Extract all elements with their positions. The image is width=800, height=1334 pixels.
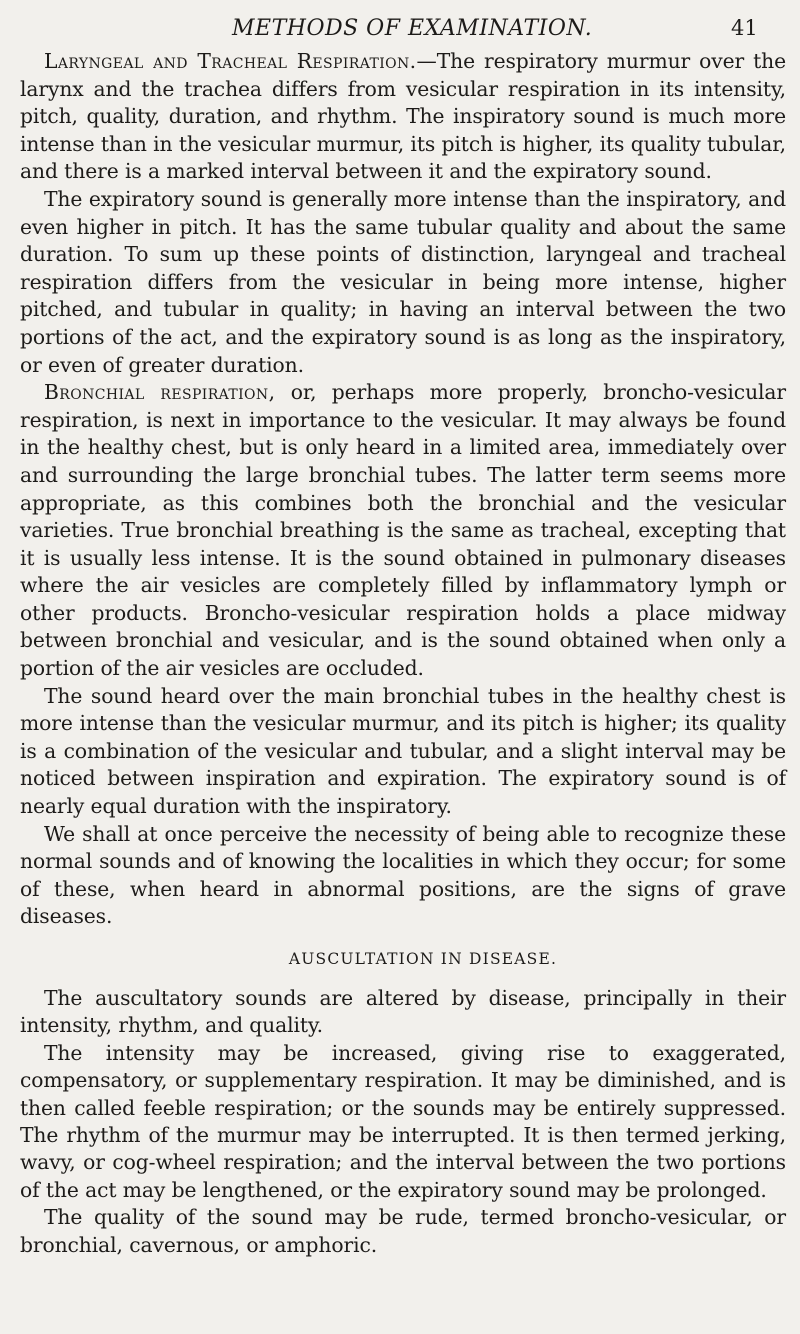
paragraph-expiratory-sound xyxy=(20,186,786,379)
paragraph-quality xyxy=(20,1204,786,1259)
section-heading: AUSCULTATION IN DISEASE. xyxy=(288,950,558,968)
paragraph-text: The auscultatory sounds are altered by disease, principally in their intensity, rhythm, and quality. xyxy=(20,986,786,1038)
paragraph-text: The expiratory sound is generally more intense than the inspiratory, and even higher in pitch. It has the same tubular quality and about the same duration. To sum up these points of distinction, laryngeal and tracheal respiration differs from the vesicular in being more intense, higher pitched, and tubular in quality; in having an interval between the two portions of the act, and the expiratory sound is as long as the inspiratory, or even of greater duration. xyxy=(20,186,786,377)
running-head xyxy=(0,12,800,46)
page-number: 41 xyxy=(731,16,758,40)
paragraph-altered-sounds xyxy=(20,985,786,1040)
paragraph-laryngeal-tracheal xyxy=(20,48,786,186)
paragraph-lead: Laryngeal and Tracheal Respiration. xyxy=(44,49,417,73)
paragraph-lead: Bronchial respiration, xyxy=(44,380,276,405)
paragraph-main-bronchial-sound xyxy=(20,683,786,821)
paragraph-text: We shall at once perceive the necessity of being able to recognize these normal sounds and of knowing the localities in which they occur; for some of these, when heard in abnormal positions, are the signs of grave diseases. xyxy=(20,821,786,929)
paragraph-recognize-normal-sounds xyxy=(20,821,786,931)
body-text xyxy=(20,48,786,1259)
paragraph-text: The sound heard over the main bronchial tubes in the healthy chest is more intense than the vesicular murmur, and its pitch is higher; its quality is a combination of the vesicular and tubular, and a slight interval may be noticed between inspiration and expiration. The expiratory sound is of nearly equal duration with the inspiratory. xyxy=(20,683,786,819)
running-title: METHODS OF EXAMINATION. xyxy=(232,16,593,41)
paragraph-bronchial-respiration xyxy=(20,379,786,683)
paragraph-text: or, perhaps more properly, broncho-vesicular respiration, is next in importance to the vesicular. It may always be found in the healthy chest, but is only heard in a limited area, immediately over and surrounding the large bronchial tubes. The latter term seems more appropriate, as this combines both the bronchial and the vesicular varieties. True bronchial breathing is the same as tracheal, excepting that it is usually less intense. It is the sound obtained in pulmonary diseases where the air vesicles are completely filled by inflammatory lymph or other products. Broncho-vesicular respiration holds a place midway between bronchial and vesicular, and is the sound obtained when only a portion of the air vesicles are occluded. xyxy=(20,380,787,681)
section-body xyxy=(20,985,786,1259)
paragraph-text: —The respiratory murmur over the larynx and the trachea differs from vesicular respiration in its intensity, pitch, quality, duration, and rhythm. The inspiratory sound is much more intense than in the vesicular murmur, its pitch is higher, its quality tubular, and there is a marked interval between it and the expiratory sound. xyxy=(20,49,787,184)
paragraph-text: The intensity may be increased, giving rise to exaggerated, compensatory, or supplementary respiration. It may be diminished, and is then called feeble respiration; or the sounds may be entirely suppressed. The rhythm of the murmur may be interrupted. It is then termed jerking, wavy, or cog-wheel respiration; and the interval between the two portions of the act may be lengthened, or the expiratory sound may be prolonged. xyxy=(20,1040,786,1202)
paragraph-text: The quality of the sound may be rude, termed broncho-vesicular, or bronchial, cavernous, or amphoric. xyxy=(20,1205,786,1257)
paragraph-intensity xyxy=(20,1040,786,1204)
